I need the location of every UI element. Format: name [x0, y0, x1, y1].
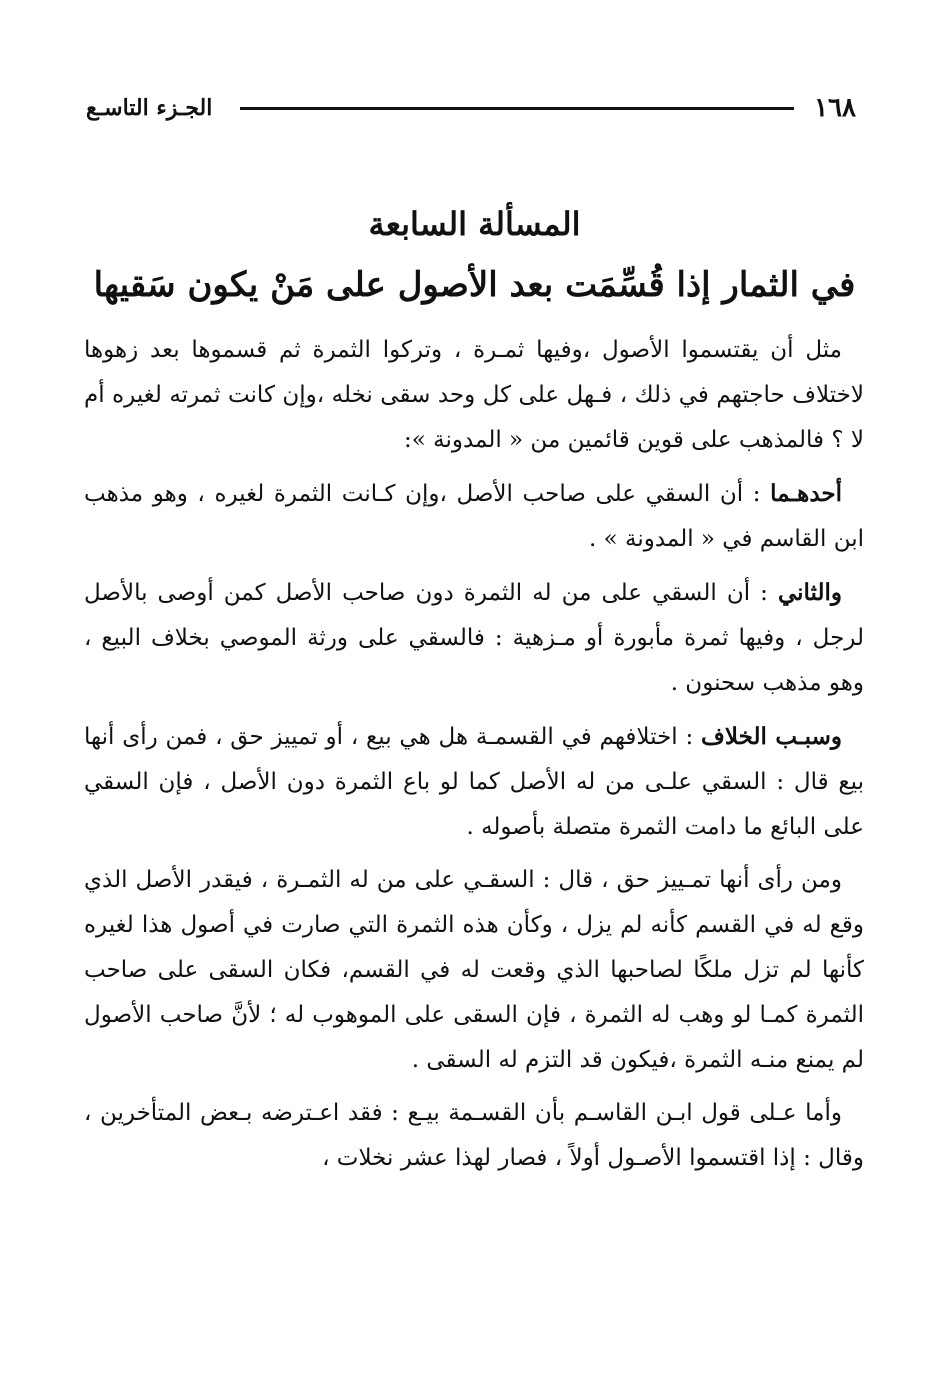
- paragraph-3: [84, 570, 864, 706]
- paragraph-5: [84, 858, 864, 1083]
- running-header: [86, 88, 856, 128]
- paragraph-1: [84, 328, 864, 463]
- paragraph-2: [84, 471, 864, 562]
- paragraph-text: مثل أن يقتسموا الأصول ،وفيها ثمـرة ، وتركوا الثمرة ثم قسموها بعد زهوها لاختلاف حاجتهم في ذلك ، فـهل على كل وحد سقى نخله ،وإن كانت ثمرته لغيره أم لا ؟ فالمذهب على قوين قائمين من « المدونة »:: [84, 337, 864, 453]
- paragraph-text: : أن السقي على من له الثمرة دون صاحب الأصل كمن أوصى بالأصل لرجل ، وفيها ثمرة مأبورة أو مـزهية : فالسقي على ورثة الموصي بخلاف البيع ، وهو مذهب سحنون .: [84, 580, 864, 696]
- page-number: ١٦٨: [814, 93, 856, 123]
- paragraph-6: [84, 1091, 864, 1181]
- paragraph-lead: وسبـب الخلاف: [701, 723, 842, 750]
- paragraph-text: وأما عـلى قول ابـن القاسـم بأن القسـمة بيـع : فقد اعـترضه بـعض المتأخرين ، وقال : إذا اقتسموا الأصـول أولاً ، فصار لهذا عشر نخلات ،: [84, 1100, 864, 1171]
- paragraph-text: ومن رأى أنها تمـييز حق ، قال : السقـي على من له الثمـرة ، فيقدر الأصل الذي وقع له في القسم كأنه لم يزل ، وكأن هذه الثمرة التي صارت في أصول هذا لغيره كأنها لم تزل ملكًا لصاحبها الذي وقعت له في القسم، فكان السقى على صاحب الثمرة كمـا لو وهب له الثمرة ، فإن السقى على الموهوب له ؛ لأنَّ صاحب الأصول لم يمنع منـه الثمرة ،فيكون قد التزم له السقى .: [84, 867, 864, 1073]
- paragraph-4: [84, 714, 864, 850]
- header-rule: [240, 107, 794, 110]
- paragraph-lead: أحدهـما: [770, 480, 842, 507]
- body-text: [84, 328, 864, 1189]
- paragraph-text: : اختلافهم في القسمـة هل هي بيع ، أو تمييز حق ، فمن رأى أنها بيع قال : السقي علـى من له الأصل كما لو باع الثمرة دون الأصل ، فإن السقي على البائع ما دامت الثمرة متصلة بأصوله .: [84, 724, 864, 840]
- section-subheading: في الثمار إذا قُسِّمَت بعد الأصول على مَنْ يكون سَقيها: [93, 265, 856, 305]
- part-title: الجـزء التاسـع: [86, 95, 213, 121]
- paragraph-lead: والثاني: [777, 579, 842, 606]
- paragraph-text: : أن السقي على صاحب الأصل ،وإن كـانت الثمرة لغيره ، وهو مذهب ابن القاسم في « المدونة » .: [84, 481, 864, 552]
- section-heading: المسألة السابعة: [368, 205, 581, 243]
